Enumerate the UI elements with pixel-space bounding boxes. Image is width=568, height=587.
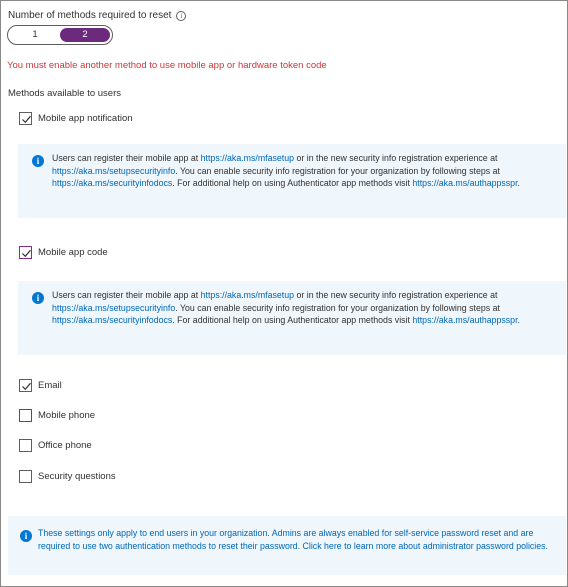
securityinfodocs-link[interactable]: https://aka.ms/securityinfodocs [52,315,173,325]
setupsecurityinfo-link[interactable]: https://aka.ms/setupsecurityinfo [52,302,176,313]
toggle-option-1[interactable]: 1 [32,29,38,40]
checkbox-mobile-app-code[interactable] [19,246,32,259]
checkbox-security-questions[interactable] [19,470,32,483]
checkbox-email[interactable] [19,379,32,392]
method-label: Office phone [38,440,92,451]
method-office-phone[interactable] [19,439,92,452]
checkmark-icon [21,248,32,259]
checkbox-mobile-phone[interactable] [19,409,32,422]
method-email[interactable] [19,379,62,392]
checkbox-office-phone[interactable] [19,439,32,452]
method-label: Security questions [38,471,116,482]
methods-section-label: Methods available to users [8,88,122,99]
info-icon: i [32,155,44,167]
error-message: You must enable another method to use mobile app or hardware token code [7,60,327,71]
securityinfodocs-link[interactable]: https://aka.ms/securityinfodocs [52,178,173,188]
method-mobile-phone[interactable] [19,409,95,422]
mfasetup-link[interactable]: https://aka.ms/mfasetup [200,290,295,300]
admin-policy-text[interactable]: These settings only apply to end users in your organization. Admins are always enabled for self-service password reset and are required to use two authentication methods to reset their password. Click here to learn more about administrator password policies. [38,528,548,551]
info-icon: i [20,530,32,542]
method-mobile-app-notification[interactable] [19,112,133,125]
toggle-option-2[interactable]: 2 [60,28,110,42]
method-security-questions[interactable] [19,470,116,483]
methods-required-label: Number of methods required to reset i [8,10,186,21]
code-info-box: i Users can register their mobile app at https://aka.ms/mfasetup or in the new security info registration experience at https://aka.ms/setupsecurityinfo. You can enable security info registration for your organization by following steps at https://aka.ms/securityinfodocs. For additional help on using Authenticator app methods visit https://aka.ms/authappsspr. [18,281,566,355]
method-label: Mobile phone [38,410,96,421]
authappsspr-link[interactable]: https://aka.ms/authappsspr [412,315,518,325]
mfasetup-link[interactable]: https://aka.ms/mfasetup [200,153,295,163]
method-label: Email [38,380,62,391]
method-mobile-app-code[interactable] [19,246,108,259]
notification-info-box: i Users can register their mobile app at https://aka.ms/mfasetup or in the new security info registration experience at https://aka.ms/setupsecurityinfo. You can enable security info registration for your organization by following steps at https://aka.ms/securityinfodocs. For additional help on using Authenticator app methods visit https://aka.ms/authappsspr. [18,144,566,218]
admin-policy-info-box[interactable] [8,516,566,575]
checkmark-icon [21,381,32,392]
methods-required-toggle[interactable] [7,25,113,45]
checkmark-icon [21,114,32,125]
info-icon[interactable]: i [176,11,186,21]
method-label: Mobile app notification [38,113,133,124]
checkbox-mobile-app-notification[interactable] [19,112,32,125]
setupsecurityinfo-link[interactable]: https://aka.ms/setupsecurityinfo [52,165,176,176]
method-label: Mobile app code [38,247,108,258]
authappsspr-link[interactable]: https://aka.ms/authappsspr [412,178,518,188]
info-icon: i [32,292,44,304]
